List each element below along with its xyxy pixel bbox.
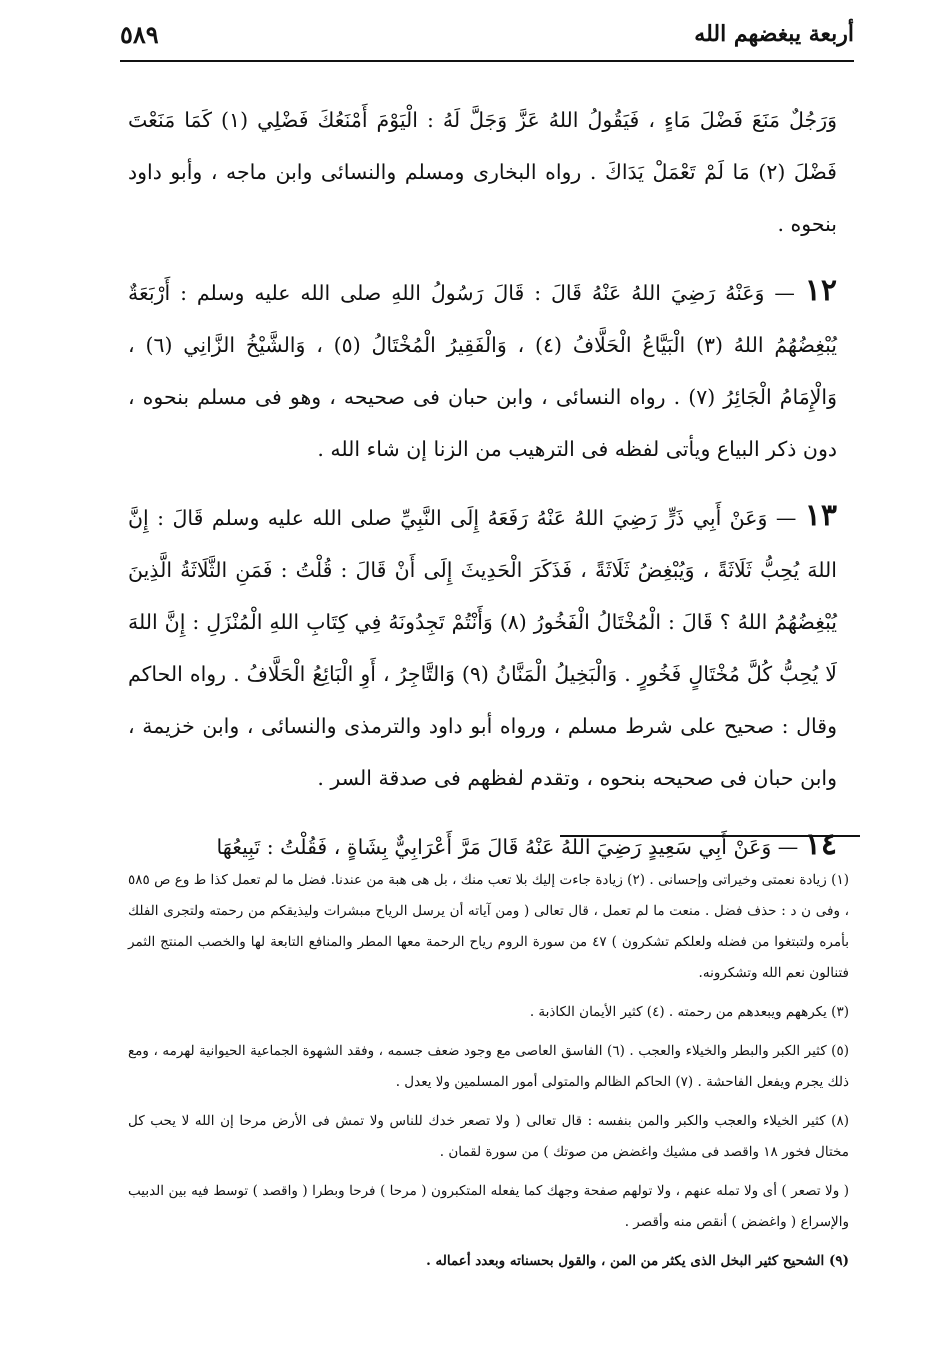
hadith-number: ١٢ (804, 273, 837, 308)
footnote: (١) زيادة نعمتى وخيراتى وإحسانى . (٢) زيادة جاءت إليك بلا تعب منك ، بل هى هبة من عندنا. فضل ما لم تعمل كذا ط وع ص ٥٨٥ ، وفى ن د : حذف فضل . منعت ما لم تعمل ، قال تعالى ( ومن آياته أن يرسل الرياح مبشرات وليذيقكم من رحمته ولتجرى الفلك بأمره ولتبتغوا من فضله ولعلكم تشكرون ) ٤٧ من سورة الروم رياح الرحمة معها المطر والمنافع التابعة لها والخصب المنتج الثمر فتنالون نعم الله وتشكرونه. (128, 872, 849, 981)
main-text (128, 92, 837, 888)
footnote: ( ولا تصعر ) أى ولا تمله عنهم ، ولا تولهم صفحة وجهك كما يفعله المتكبرون ( مرحا ) فرحا وبطرا ( واقصد ) توسط فيه بين الدبيب والإسراع ( واغضض ) أنقص منه وأقصر . (128, 1183, 849, 1230)
paragraph-text: وَرَجُلٌ مَنَعَ فَضْلَ مَاءٍ ، فَيَقُولُ اللهُ عَزَّ وَجَلَّ لَهُ : الْيَوْمَ أَمْنَعُكَ فَضْلِي (١) كَمَا مَنَعْتَ فَضْلَ (٢) مَا لَمْ تَعْمَلْ يَدَاكَ . رواه البخارى ومسلم والنسائى وابن ماجه ، وأبو داود بنحوه . (128, 108, 837, 236)
page-header (120, 14, 854, 54)
footnote: (٩) الشحيح كثير البخل الذى يكثر من المن ، والقول بحسناته وبعدد أعماله . (426, 1253, 849, 1269)
header-rule (120, 60, 854, 62)
page-number: ٥٨٩ (120, 19, 159, 49)
running-title: أربعة يبغضهم الله (694, 21, 854, 47)
paragraph (128, 92, 837, 250)
footnotes (128, 865, 849, 1285)
hadith-number: ١٤ (804, 827, 837, 862)
paragraph-text: — وَعَنْ أَبِي سَعِيدٍ رَضِيَ اللهُ عَنْهُ قَالَ مَرَّ أَعْرَابِيٌّ بِشَاةٍ ، فَقُلْتُ : تَبِيعُهَا (216, 835, 805, 859)
footnote-rule (560, 835, 860, 837)
hadith-number: ١٣ (804, 498, 837, 533)
footnote: (٥) كثير الكبر والبطر والخيلاء والعجب . (٦) الفاسق العاصى مع وجود ضعف جسمه ، وفقد الشهوة الجماعية الحيوانية لهرمه ، ومع ذلك يجرم ويفعل الفاحشة . (٧) الحاكم الظالم والمتولى أمور المسلمين ولا يعدل . (128, 1043, 849, 1090)
footnote: (٨) كثير الخيلاء والعجب والكبر والمن بنفسه : قال تعالى ( ولا تصعر خدك للناس ولا تمش فى الأرض مرحا إن الله لا يحب كل مختال فخور ١٨ واقصد فى مشيك واغضض من صوتك ) من سورة لقمان . (128, 1113, 849, 1160)
paragraph (128, 265, 837, 475)
footnote: (٣) يكرههم ويبعدهم من رحمته . (٤) كثير الأيمان الكاذبة . (529, 1004, 849, 1020)
paragraph-text: — وَعَنْهُ رَضِيَ اللهُ عَنْهُ قَالَ : قَالَ رَسُولُ اللهِ صلى الله عليه وسلم : أَرْبَعَةٌ يُبْغِضُهُمُ اللهُ (٣) الْبَيَّاعُ الْحَلَّافُ (٤) ، وَالْفَقِيرُ الْمُخْتَالُ (٥) ، وَالشَّيْخُ الزَّانِي (٦) ، وَالْإِمَامُ الْجَائِرُ (٧) . رواه النسائى ، وابن حبان فى صحيحه ، وهو فى مسلم بنحوه ، دون ذكر البياع ويأتى لفظه فى الترهيب من الزنا إن شاء الله . (128, 281, 838, 461)
paragraph (128, 490, 837, 804)
paragraph-text: — وَعَنْ أَبِي ذَرٍّ رَضِيَ اللهُ عَنْهُ رَفَعَهُ إِلَى النَّبِيِّ صلى الله عليه وسلم قَالَ : إِنَّ اللهَ يُحِبُّ ثَلَاثَةً ، وَيُبْغِضُ ثَلَاثَةً ، فَذَكَرَ الْحَدِيثَ إِلَى أَنْ قَالَ : قُلْتُ : فَمَنِ الثَّلَاثَةُ الَّذِينَ يُبْغِضُهُمُ اللهُ ؟ قَالَ : الْمُخْتَالُ الْفَخُورُ (٨) وَأَنْتُمْ تَجِدُونَهُ فِي كِتَابِ اللهِ الْمُنْزَلِ : إِنَّ اللهَ لَا يُحِبُّ كُلَّ مُخْتَالٍ فَخُورٍ . وَالْبَخِيلُ الْمَنَّانُ (٩) وَالتَّاجِرُ ، أَوِ الْبَائِعُ الْحَلَّافُ . رواه الحاكم وقال : صحيح على شرط مسلم ، ورواه أبو داود والترمذى والنسائى ، وابن خزيمة ، وابن حبان فى صحيحه بنحوه ، وتقدم لفظهم فى صدقة السر . (128, 506, 837, 790)
